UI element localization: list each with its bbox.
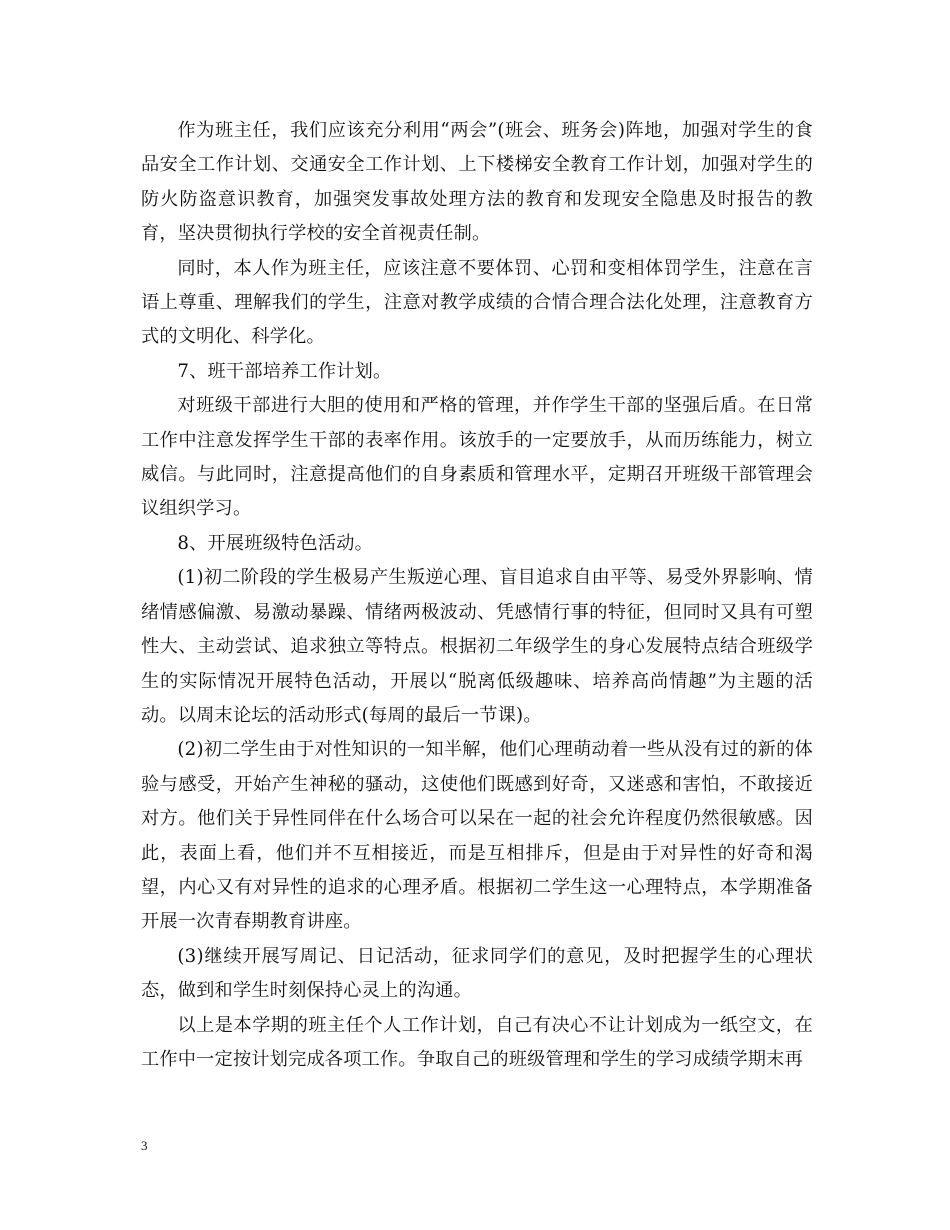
paragraph-safety-education: 作为班主任，我们应该充分利用“两会”(班会、班务会)阵地，加强对学生的食品安全工作计划、交通安全工作计划、上下楼梯安全教育工作计划，加强对学生的防火防盗意识教育，加强突发事故处理方法的教育和发现安全隐患及时报告的教育，坚决贯彻执行学校的安全首视责任制。 [141, 120, 813, 245]
heading-section-7: 7、班干部培养工作计划。 [177, 360, 392, 382]
paragraph-respect-students: 同时，本人作为班主任，应该注意不要体罚、心罚和变相体罚学生，注意在言语上尊重、理解我们的学生，注意对教学成绩的合情合理合法化处理，注意教育方式的文明化、科学化。 [141, 257, 813, 348]
paragraph-conclusion: 以上是本学期的班主任个人工作计划，自己有决心不让计划成为一纸空文，在工作中一定按计划完成各项工作。争取自己的班级管理和学生的学习成绩学期末再 [141, 1014, 813, 1070]
heading-section-8: 8、开展班级特色活动。 [177, 532, 374, 554]
paragraph-class-cadres: 对班级干部进行大胆的使用和严格的管理，并作学生干部的坚强后盾。在日常工作中注意发挥学生干部的表率作用。该放手的一定要放手，从而历练能力，树立威信。与此同时，注意提高他们的自身素质和管理水平，定期召开班级干部管理会议组织学习。 [141, 395, 813, 520]
page-number: 3 [141, 1138, 148, 1153]
paragraph-activity-2: (2)初二学生由于对性知识的一知半解，他们心理萌动着一些从没有过的新的体验与感受，开始产生神秘的骚动，这使他们既感到好奇，又迷惑和害怕，不敢接近对方。他们关于异性同伴在什么场合可以呆在一起的社会允许程度仍然很敏感。因此，表面上看，他们并不互相接近，而是互相排斥，但是由于对异性的好奇和渴望，内心又有对异性的追求的心理矛盾。根据初二学生这一心理特点，本学期准备开展一次青春期教育讲座。 [141, 739, 813, 933]
paragraph-activity-1: (1)初二阶段的学生极易产生叛逆心理、盲目追求自由平等、易受外界影响、情绪情感偏激、易激动暴躁、情绪两极波动、凭感情行事的特征，但同时又具有可塑性大、主动尝试、追求独立等特点。根据初二年级学生的身心发展特点结合班级学生的实际情况开展特色活动，开展以“脱离低级趣味、培养高尚情趣”为主题的活动。以周末论坛的活动形式(每周的最后一节课)。 [141, 567, 813, 726]
paragraph-activity-3: (3)继续开展写周记、日记活动，征求同学们的意见，及时把握学生的心理状态，做到和学生时刻保持心灵上的沟通。 [141, 945, 813, 1002]
document-body [141, 114, 813, 1077]
